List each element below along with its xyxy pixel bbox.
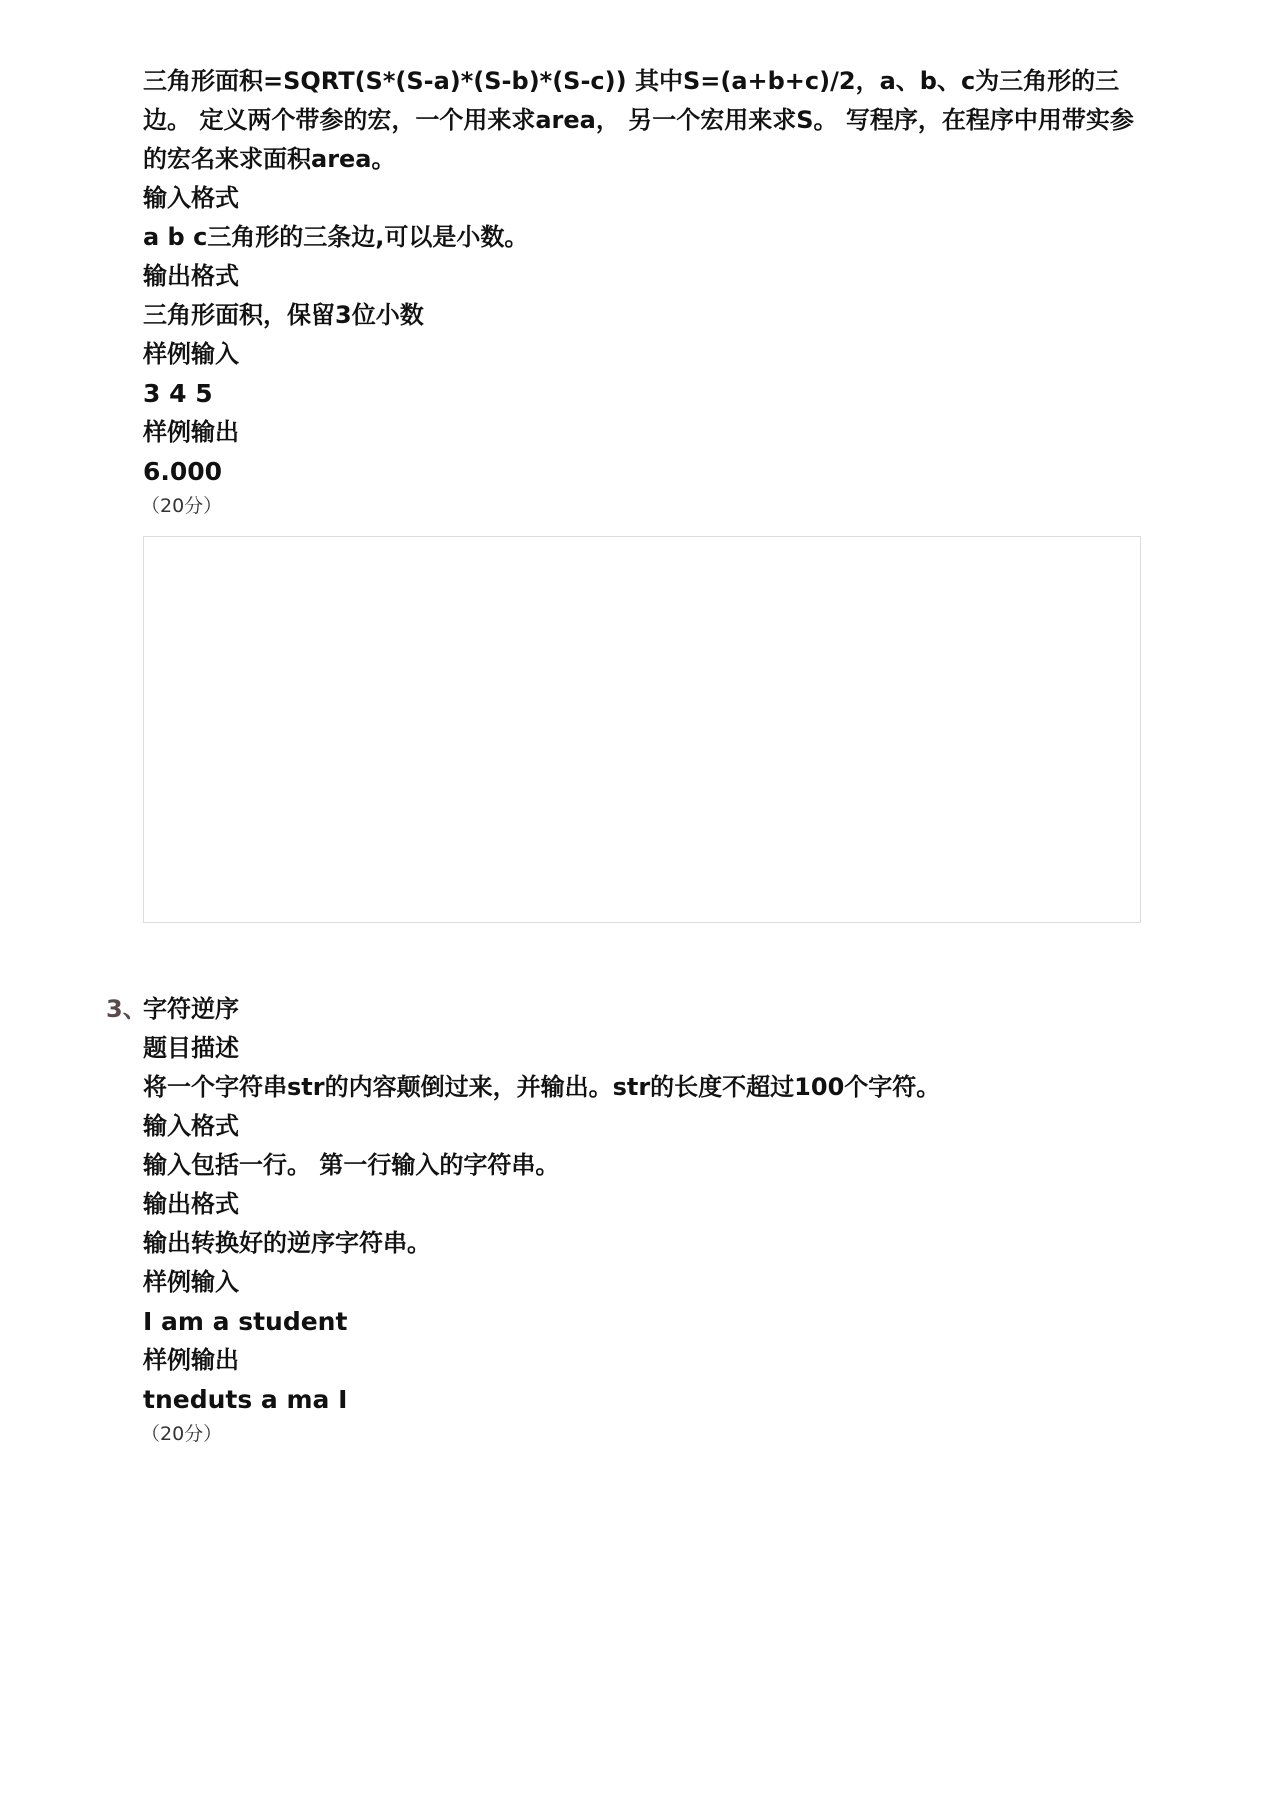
input-format-label: 输入格式 [143, 1112, 239, 1140]
question-2-description: 三角形面积=SQRT(S*(S-a)*(S-b)*(S-c)) 其中S=(a+b+c)/2，a、b、c为三角形的三边。 定义两个带参的宏，一个用来求area， 另一个宏用来求S。 写程序，在程序中用带实参的宏名来求面积area。 [143, 67, 1134, 173]
sample-input-label: 样例输入 [143, 1268, 239, 1296]
sample-output-value: 6.000 [143, 457, 223, 486]
sample-output-label: 样例输出 [143, 418, 239, 446]
sample-input-value: I am a student [143, 1307, 348, 1336]
input-format-text: 输入包括一行。 第一行输入的字符串。 [143, 1151, 560, 1179]
output-format-text: 输出转换好的逆序字符串。 [143, 1229, 431, 1257]
sample-output-value: tneduts a ma I [143, 1385, 348, 1414]
description-label: 题目描述 [143, 1034, 239, 1062]
question-3 [143, 990, 1143, 1449]
question-2 [143, 62, 1143, 521]
sample-input-value: 3 4 5 [143, 379, 213, 408]
sample-input-label: 样例输入 [143, 340, 239, 368]
output-format-label: 输出格式 [143, 262, 239, 290]
question-3-score: （20分） [141, 1423, 223, 1445]
answer-textarea[interactable] [143, 536, 1141, 923]
question-3-number: 3、 [106, 995, 147, 1023]
question-3-description: 将一个字符串str的内容颠倒过来，并输出。str的长度不超过100个字符。 [143, 1073, 941, 1101]
output-format-text: 三角形面积，保留3位小数 [143, 301, 424, 329]
output-format-label: 输出格式 [143, 1190, 239, 1218]
input-format-label: 输入格式 [143, 184, 239, 212]
sample-output-label: 样例输出 [143, 1346, 239, 1374]
question-2-score: （20分） [141, 495, 223, 517]
question-3-title: 字符逆序 [143, 995, 239, 1023]
input-format-text: a b c三角形的三条边,可以是小数。 [143, 223, 529, 251]
